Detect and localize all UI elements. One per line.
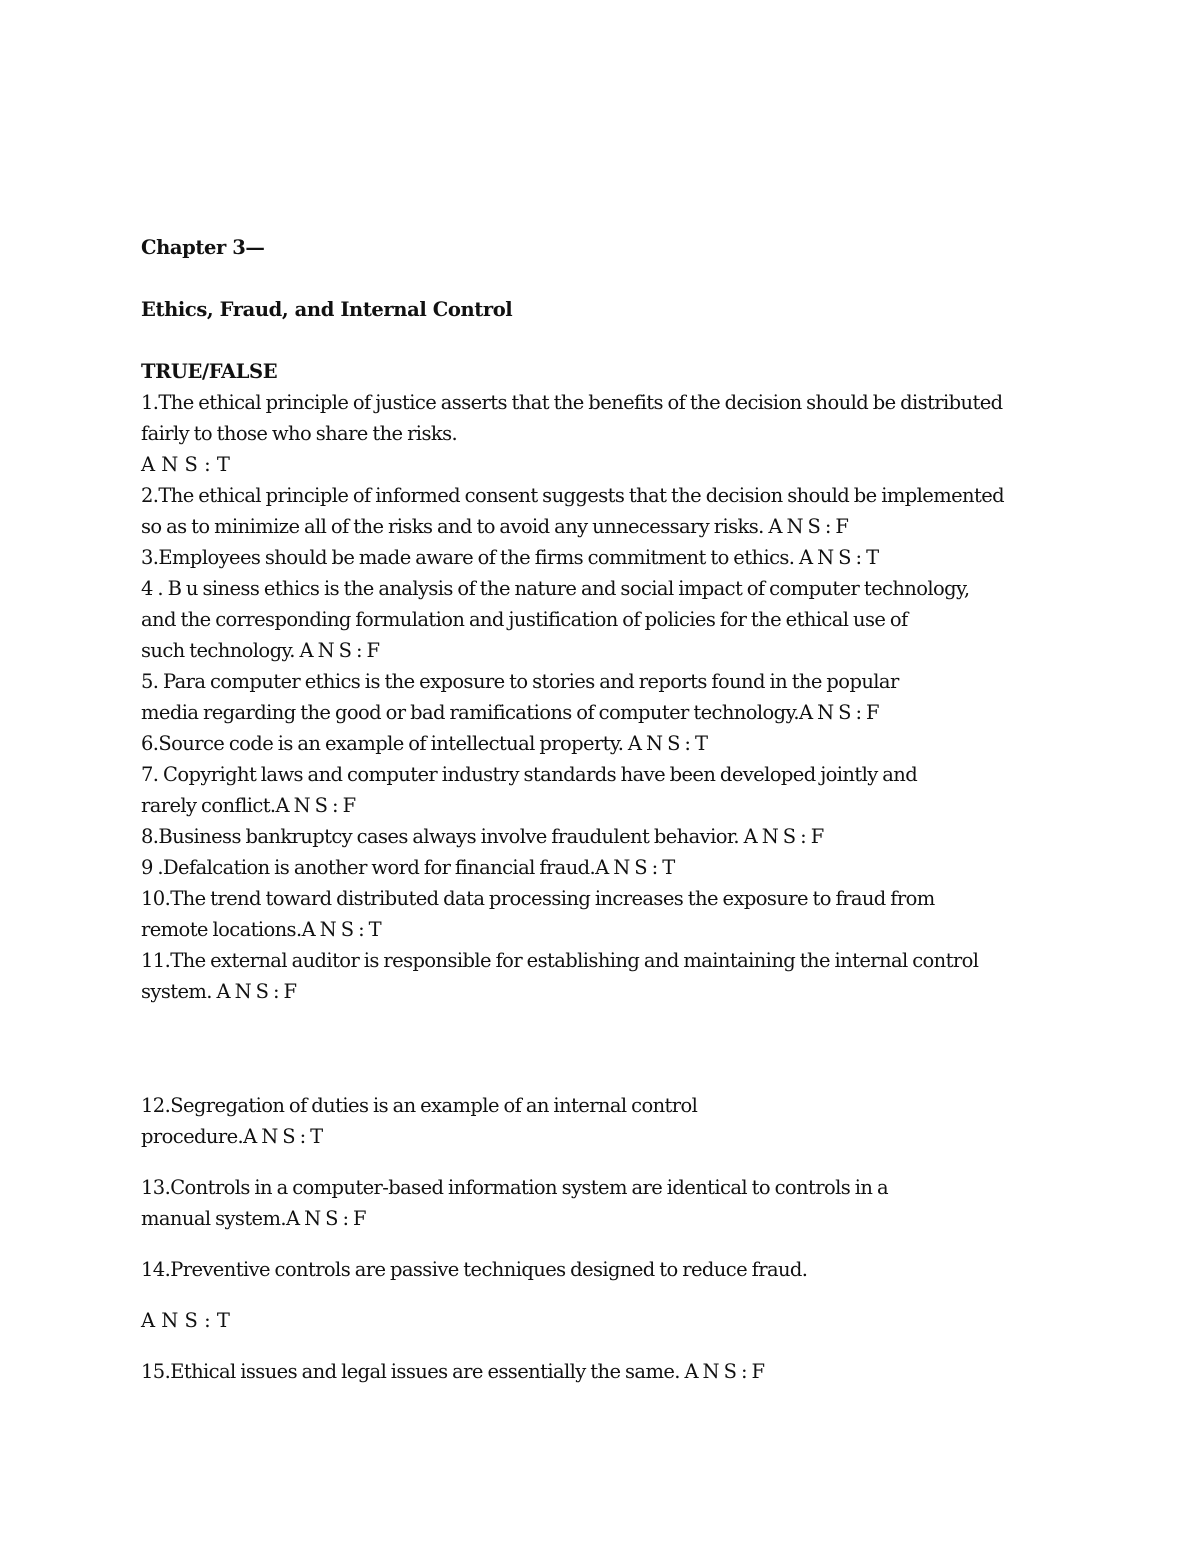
question-5-line-1: 5. Para computer ethics is the exposure to stories and reports found in the popular bbox=[141, 670, 899, 693]
answer-1: A N S : T bbox=[141, 453, 230, 476]
question-10-line-2: remote locations.A N S : T bbox=[141, 918, 382, 941]
question-5-line-2: media regarding the good or bad ramifications of computer technology.A N S : F bbox=[141, 701, 879, 724]
question-4-line-2: and the corresponding formulation and justification of policies for the ethical use of bbox=[141, 608, 908, 631]
question-12-line-1: 12.Segregation of duties is an example of an internal control bbox=[141, 1094, 698, 1117]
chapter-title: Ethics, Fraud, and Internal Control bbox=[141, 298, 513, 321]
chapter-heading: Chapter 3— bbox=[141, 236, 265, 259]
question-12-line-2: procedure.A N S : T bbox=[141, 1125, 323, 1148]
question-7-line-2: rarely conflict.A N S : F bbox=[141, 794, 356, 817]
question-11-line-1: 11.The external auditor is responsible for establishing and maintaining the internal control bbox=[141, 949, 979, 972]
question-1-line-1: 1.The ethical principle of justice asserts that the benefits of the decision should be distributed bbox=[141, 391, 1003, 414]
question-2-line-1: 2.The ethical principle of informed consent suggests that the decision should be implemented bbox=[141, 484, 1005, 507]
question-9: 9 .Defalcation is another word for financial fraud.A N S : T bbox=[141, 856, 675, 879]
section-heading: TRUE/FALSE bbox=[141, 360, 278, 383]
question-6: 6.Source code is an example of intellectual property. A N S : T bbox=[141, 732, 708, 755]
question-14: 14.Preventive controls are passive techniques designed to reduce fraud. bbox=[141, 1258, 808, 1281]
answer-14: A N S : T bbox=[141, 1309, 230, 1332]
question-7-line-1: 7. Copyright laws and computer industry standards have been developed jointly and bbox=[141, 763, 918, 786]
question-10-line-1: 10.The trend toward distributed data processing increases the exposure to fraud from bbox=[141, 887, 935, 910]
question-3: 3.Employees should be made aware of the firms commitment to ethics. A N S : T bbox=[141, 546, 879, 569]
question-15: 15.Ethical issues and legal issues are essentially the same. A N S : F bbox=[141, 1360, 765, 1383]
question-1-line-2: fairly to those who share the risks. bbox=[141, 422, 458, 445]
question-13-line-2: manual system.A N S : F bbox=[141, 1207, 366, 1230]
question-2-line-2: so as to minimize all of the risks and to avoid any unnecessary risks. A N S : F bbox=[141, 515, 849, 538]
question-13-line-1: 13.Controls in a computer-based information system are identical to controls in a bbox=[141, 1176, 888, 1199]
question-4-line-3: such technology. A N S : F bbox=[141, 639, 380, 662]
question-8: 8.Business bankruptcy cases always involve fraudulent behavior. A N S : F bbox=[141, 825, 824, 848]
question-11-line-2: system. A N S : F bbox=[141, 980, 297, 1003]
question-4-line-1: 4 . B u siness ethics is the analysis of the nature and social impact of computer technology, bbox=[141, 577, 970, 600]
